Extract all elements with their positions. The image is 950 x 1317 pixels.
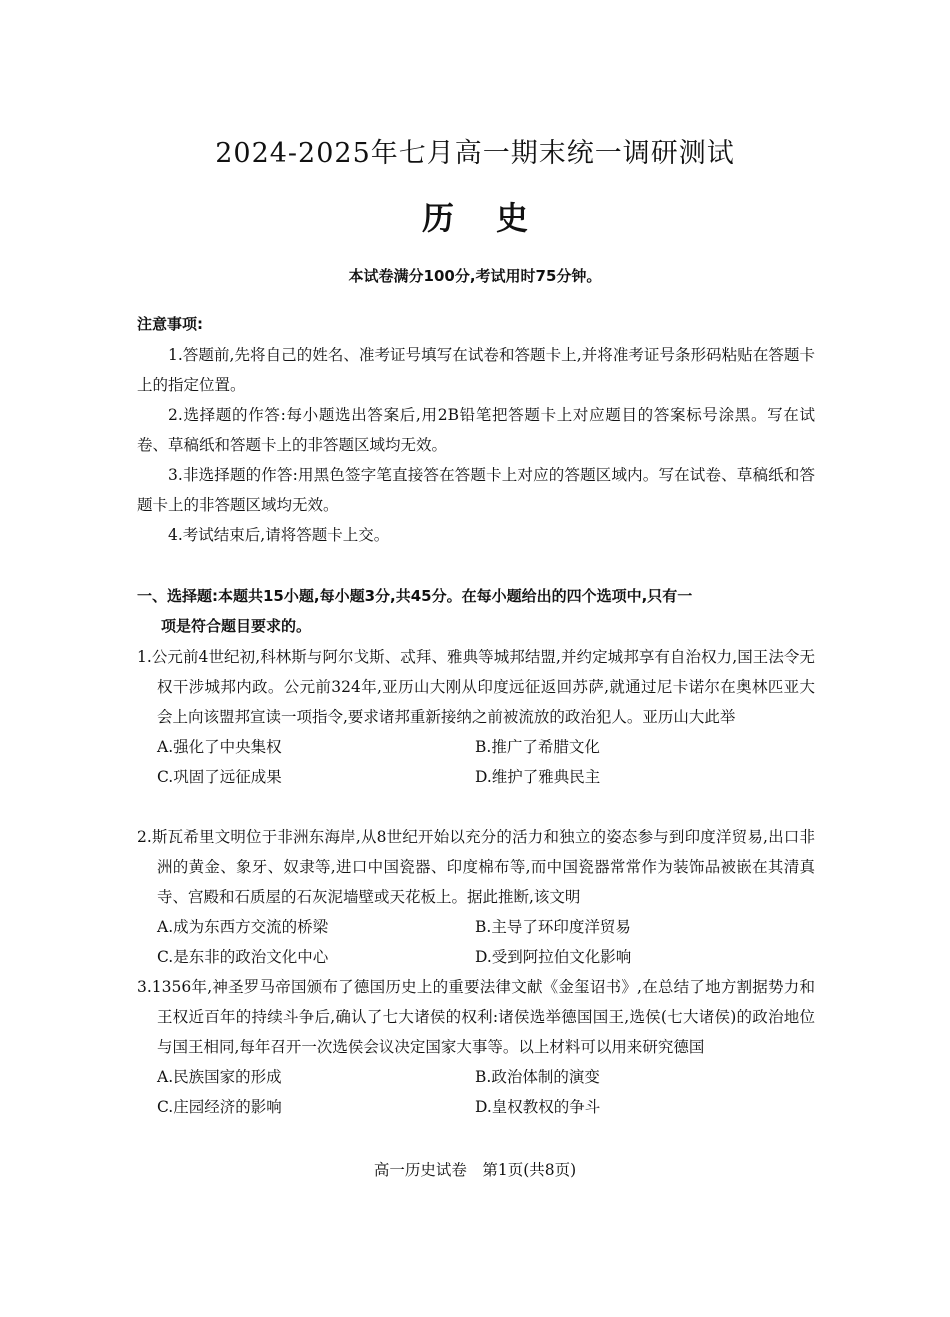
- question-stem: 1.公元前4世纪初,科林斯与阿尔戈斯、忒拜、雅典等城邦结盟,并约定城邦享有自治权力,国王法令无权干涉城邦内政。公元前324年,亚历山大刚从印度远征返回苏萨,就通过尼卡诺尔在奥林匹亚大会上向该盟邦宣读一项指令,要求诸邦重新接纳之前被流放的政治犯人。亚历山大此举: [137, 648, 815, 726]
- subject-char-1: 历: [421, 199, 454, 237]
- exam-title: 2024-2025年七月高一期末统一调研测试: [215, 138, 735, 169]
- option-a: A.强化了中央集权: [157, 738, 282, 756]
- question-options: [137, 1062, 815, 1122]
- option-a: A.民族国家的形成: [157, 1068, 282, 1086]
- question-3: [137, 972, 815, 1122]
- option-b: B.政治体制的演变: [475, 1068, 600, 1086]
- question-2: [137, 822, 815, 972]
- question-options: [137, 912, 815, 972]
- option-c: C.庄园经济的影响: [157, 1098, 282, 1116]
- note-item: 2.选择题的作答:每小题选出答案后,用2B铅笔把答题卡上对应题目的答案标号涂黑。写在试卷、草稿纸和答题卡上的非答题区域均无效。: [137, 406, 815, 454]
- option-c: C.是东非的政治文化中心: [157, 948, 329, 966]
- subject-char-2: 史: [496, 199, 529, 237]
- option-d: D.受到阿拉伯文化影响: [475, 948, 632, 966]
- option-c: C.巩固了远征成果: [157, 768, 282, 786]
- exam-info: 本试卷满分100分,考试用时75分钟。: [348, 267, 602, 285]
- subject-heading: [0, 196, 950, 240]
- section-heading-line2: 项是符合题目要求的。: [161, 617, 312, 635]
- note-item: 3.非选择题的作答:用黑色签字笔直接答在答题卡上对应的答题区域内。写在试卷、草稿纸和答题卡上的非答题区域均无效。: [137, 466, 815, 514]
- option-d: D.皇权教权的争斗: [475, 1098, 601, 1116]
- option-b: B.推广了希腊文化: [475, 738, 600, 756]
- note-item: 4.考试结束后,请将答题卡上交。: [168, 526, 390, 544]
- section-heading: [137, 581, 815, 641]
- option-a: A.成为东西方交流的桥梁: [157, 918, 329, 936]
- question-stem: 3.1356年,神圣罗马帝国颁布了德国历史上的重要法律文献《金玺诏书》,在总结了地方割据势力和王权近百年的持续斗争后,确认了七大诸侯的权利:诸侯选举德国国王,选侯(七大诸侯)的政治地位与国王相同,每年召开一次选侯会议决定国家大事等。以上材料可以用来研究德国: [137, 978, 815, 1056]
- notes-list: [137, 340, 815, 550]
- section-heading-line1: 一、选择题:本题共15小题,每小题3分,共45分。在每小题给出的四个选项中,只有一: [137, 587, 693, 605]
- question-1: [137, 642, 815, 792]
- page-footer: 高一历史试卷 第1页(共8页): [373, 1161, 577, 1179]
- question-stem: 2.斯瓦希里文明位于非洲东海岸,从8世纪开始以充分的活力和独立的姿态参与到印度洋贸易,出口非洲的黄金、象牙、奴隶等,进口中国瓷器、印度棉布等,而中国瓷器常常作为装饰品被嵌在其清真寺、宫殿和石质屋的石灰泥墙壁或天花板上。据此推断,该文明: [137, 828, 815, 906]
- option-b: B.主导了环印度洋贸易: [475, 918, 631, 936]
- question-options: [137, 732, 815, 792]
- notes-title: 注意事项:: [137, 315, 203, 333]
- note-item: 1.答题前,先将自己的姓名、准考证号填写在试卷和答题卡上,并将准考证号条形码粘贴在答题卡上的指定位置。: [137, 346, 815, 394]
- option-d: D.维护了雅典民主: [475, 768, 601, 786]
